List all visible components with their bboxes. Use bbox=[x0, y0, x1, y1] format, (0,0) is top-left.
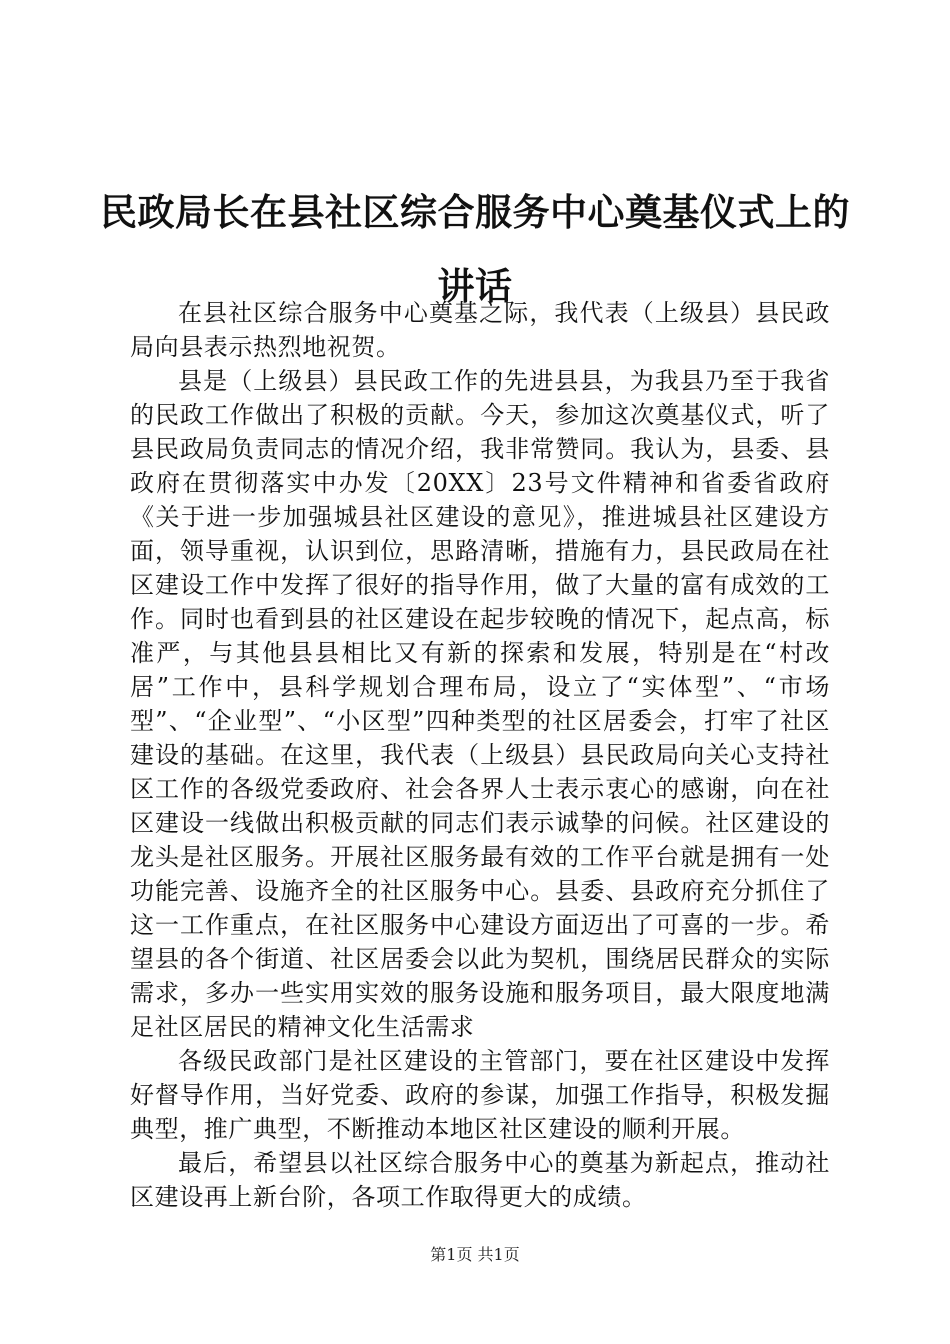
paragraph-1: 在县社区综合服务中心奠基之际，我代表（上级县）县民政局向县表示热烈地祝贺。 bbox=[130, 299, 830, 361]
document-title: 民政局长在县社区综合服务中心奠基仪式上的讲话 bbox=[100, 191, 850, 308]
paragraph-4: 最后，希望县以社区综合服务中心的奠基为新起点，推动社区建设再上新台阶，各项工作取得更大的成绩。 bbox=[130, 1149, 830, 1211]
document-body bbox=[130, 296, 830, 1214]
paragraph-3: 各级民政部门是社区建设的主管部门，要在社区建设中发挥好督导作用，当好党委、政府的参谋，加强工作指导，积极发掘典型，推广典型，不断推动本地区社区建设的顺利开展。 bbox=[130, 1047, 830, 1143]
paragraph-2: 县是（上级县）县民政工作的先进县县，为我县乃至于我省的民政工作做出了积极的贡献。今天，参加这次奠基仪式，听了县民政局负责同志的情况介绍，我非常赞同。我认为，县委、县政府在贯彻落实中办发〔20XX〕23号文件精神和省委省政府《关于进一步加强城县社区建设的意见》，推进城县社区建设方面，领导重视，认识到位，思路清晰，措施有力，县民政局在社区建设工作中发挥了很好的指导作用，做了大量的富有成效的工作。同时也看到县的社区建设在起步较晚的情况下，起点高，标准严，与其他县县相比又有新的探索和发展，特别是在“村改居”工作中，县科学规划合理布局，设立了“实体型”、“市场型”、“企业型”、“小区型”四种类型的社区居委会，打牢了社区建设的基础。在这里，我代表（上级县）县民政局向关心支持社区工作的各级党委政府、社会各界人士表示衷心的感谢，向在社区建设一线做出积极贡献的同志们表示诚挚的问候。社区建设的龙头是社区服务。开展社区服务最有效的工作平台就是拥有一处功能完善、设施齐全的社区服务中心。县委、县政府充分抓住了这一工作重点，在社区服务中心建设方面迈出了可喜的一步。希望县的各个街道、社区居委会以此为契机，围绕居民群众的实际需求，多办一些实用实效的服务设施和服务项目，最大限度地满足社区居民的精神文化生活需求 bbox=[130, 367, 830, 1041]
page-footer: 第1页 共1页 bbox=[430, 1245, 520, 1264]
